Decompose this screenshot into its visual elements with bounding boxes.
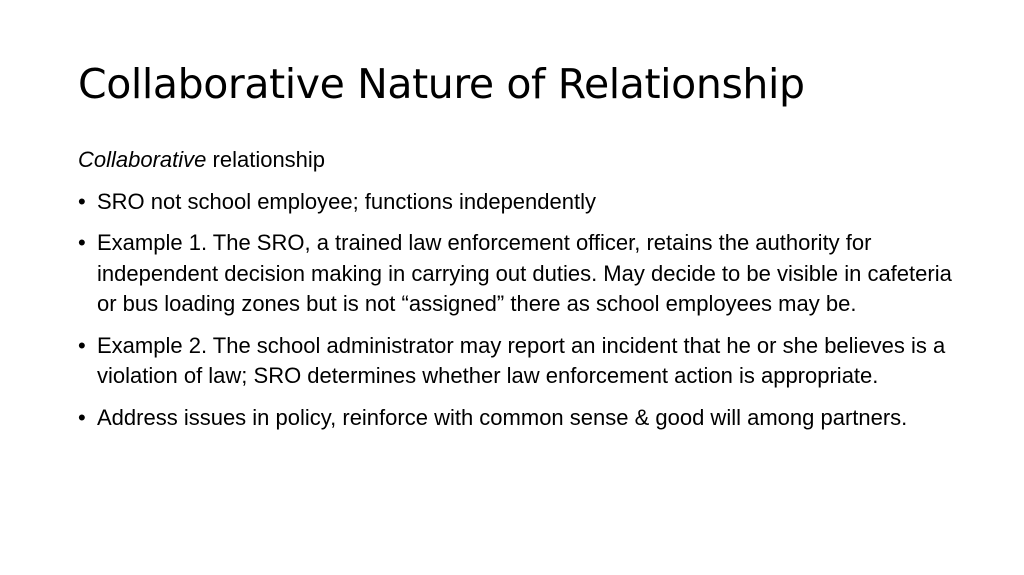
subheading-rest: relationship: [206, 147, 326, 172]
bullet-item: [78, 403, 958, 434]
subheading-emphasis: Collaborative: [78, 147, 207, 172]
bullet-dot-icon: •: [78, 230, 86, 255]
bullet-item: [78, 331, 958, 392]
bullet-list: [78, 187, 958, 434]
bullet-text: Example 2. The school administrator may report an incident that he or she believes is a violation of law; SRO determines whether law enforcement action is appropriate.: [97, 332, 946, 388]
bullet-item: [78, 228, 958, 320]
subheading: [78, 145, 958, 176]
slide-body: [78, 145, 958, 444]
bullet-text: Example 1. The SRO, a trained law enforcement officer, retains the authority for independent decision making in carrying out duties. May decide to be visible in cafeteria or bus loading zones but is not “assigned” there as school employees may be.: [97, 230, 952, 316]
bullet-dot-icon: •: [78, 332, 86, 358]
slide-title: Collaborative Nature of Relationship: [78, 60, 805, 108]
bullet-text: Address issues in policy, reinforce with common sense & good will among partners.: [97, 404, 908, 430]
bullet-item: [78, 187, 958, 218]
bullet-dot-icon: •: [78, 188, 86, 214]
bullet-text: SRO not school employee; functions independently: [97, 188, 596, 214]
bullet-dot-icon: •: [78, 404, 86, 430]
